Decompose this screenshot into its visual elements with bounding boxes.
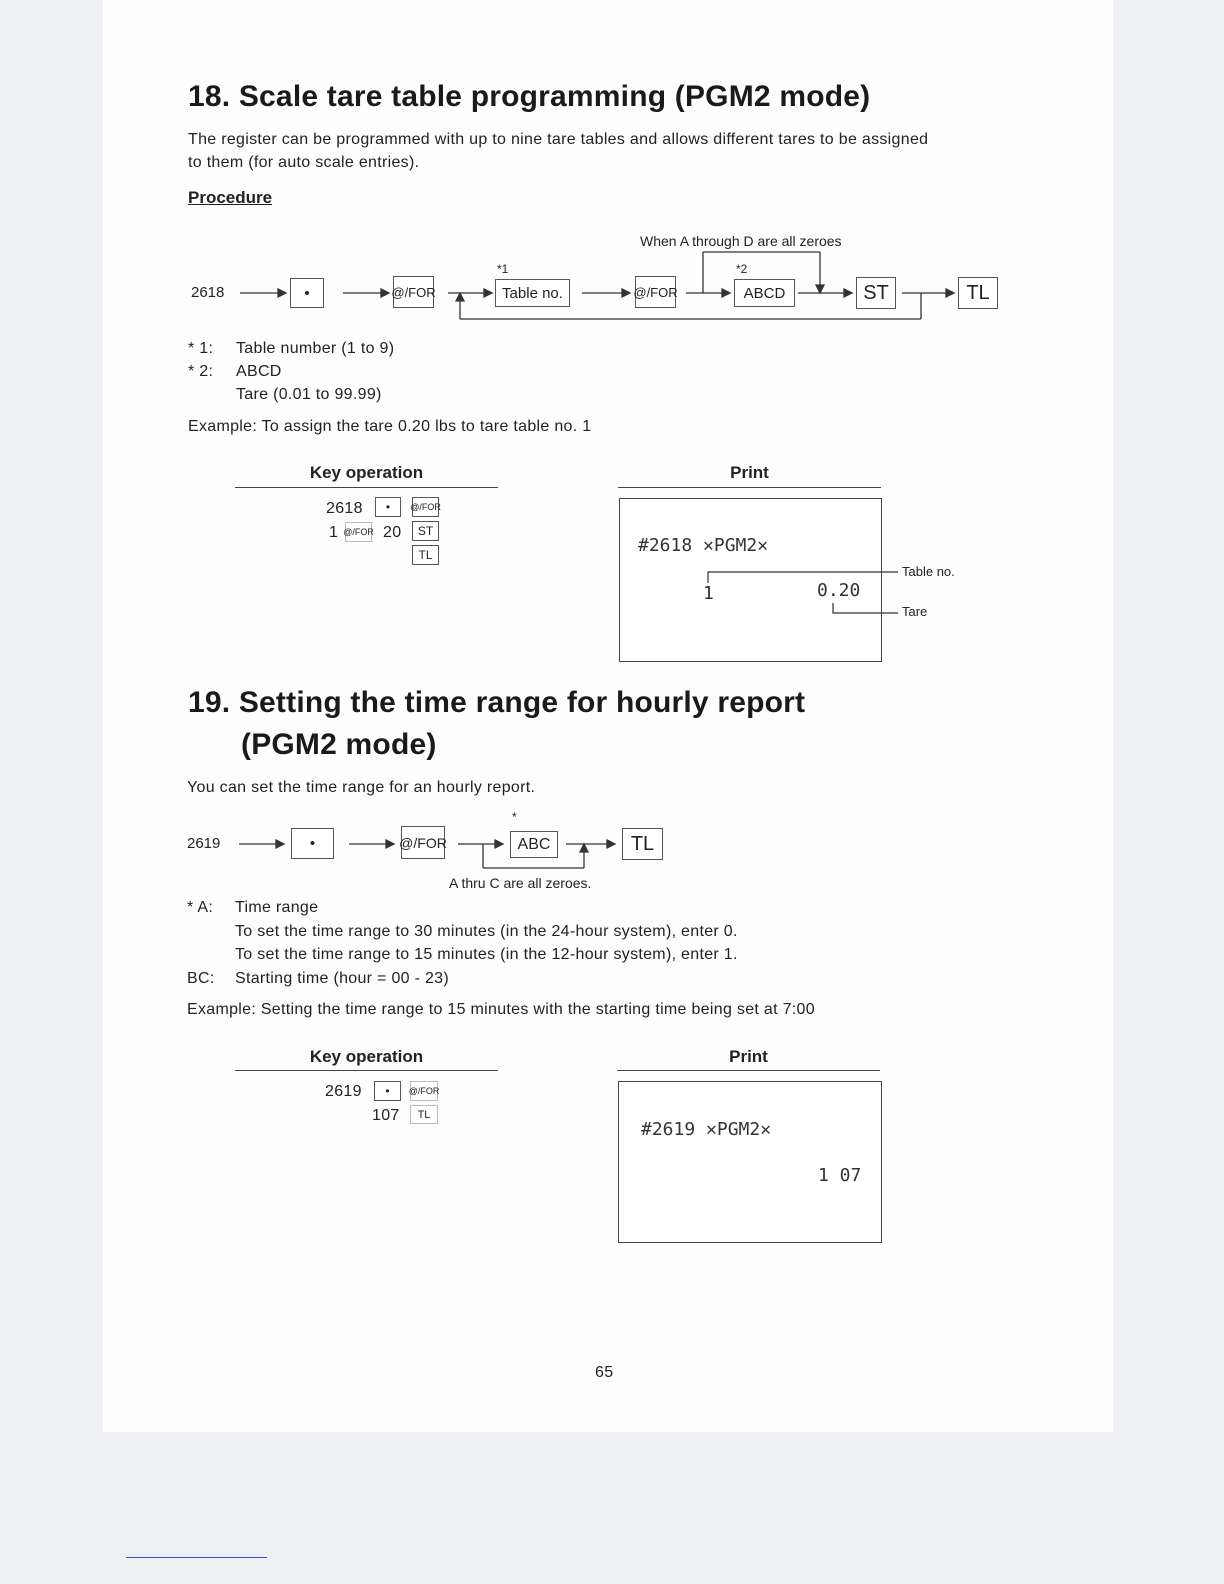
section-19-title-line1: 19. Setting the time range for hourly report: [188, 686, 806, 719]
print18-label-table-no: Table no.: [902, 564, 955, 579]
print-receipt-19: [618, 1081, 882, 1243]
keyop18-line2-val: 20: [383, 524, 402, 541]
link-underline[interactable]: [126, 1557, 267, 1558]
page-number: 65: [595, 1364, 614, 1381]
flow18-abcd-key: ABCD: [734, 279, 795, 307]
keyop18-dot-key: •: [375, 497, 401, 517]
example-18: Example: To assign the tare 0.20 lbs to tare table no. 1: [188, 418, 592, 435]
print-heading-18: Print: [730, 463, 769, 482]
section-19-intro: You can set the time range for an hourly report.: [187, 779, 536, 796]
flow18-dot-key: •: [290, 278, 324, 308]
print18-tare: 0.20: [817, 580, 861, 601]
flow18-code: 2618: [191, 284, 225, 301]
flow19-for-key: @/FOR: [401, 826, 445, 859]
print18-label-tare: Tare: [902, 604, 928, 619]
keyop18-line1-code: 2618: [326, 500, 363, 517]
note2-marker: * 2:: [188, 363, 214, 380]
keyop18-tl-key: TL: [412, 545, 439, 565]
flow18-for-key: @/FOR: [393, 276, 434, 308]
note-bc-marker: BC:: [187, 970, 215, 987]
keyop18-for-key: @/FOR: [412, 497, 439, 517]
keyop19-line2-val: 107: [372, 1107, 400, 1124]
flow18-zero-note: When A through D are all zeroes: [640, 233, 842, 249]
print18-header: #2618 ✕PGM2✕: [638, 535, 769, 556]
print19-value: 1 07: [818, 1165, 862, 1186]
print19-header: #2619 ✕PGM2✕: [641, 1119, 772, 1140]
note-a-sub1: To set the time range to 30 minutes (in the 24-hour system), enter 0.: [235, 923, 738, 940]
key-operation-rule-19: [235, 1070, 498, 1071]
note-bc-text: Starting time (hour = 00 - 23): [235, 970, 449, 987]
section-18-intro-line2: to them (for auto scale entries).: [188, 154, 420, 171]
keyop19-for-key: @/FOR: [410, 1081, 438, 1101]
note1-text: Table number (1 to 9): [236, 340, 395, 357]
note2-text: ABCD: [236, 363, 282, 380]
print-heading-19: Print: [729, 1047, 768, 1066]
flow18-note2-marker: *2: [736, 262, 748, 276]
keyop19-dot-key: •: [374, 1081, 401, 1101]
flow19-dot-key: •: [291, 828, 334, 859]
note-a-text: Time range: [235, 899, 319, 916]
section-18-title: 18. Scale tare table programming (PGM2 mode): [188, 80, 871, 113]
print-rule-19: [617, 1070, 880, 1071]
flow19-zero-note: A thru C are all zeroes.: [449, 875, 592, 891]
procedure-heading: Procedure: [188, 188, 273, 207]
note2-sub: Tare (0.01 to 99.99): [236, 386, 382, 403]
example-19: Example: Setting the time range to 15 minutes with the starting time being set at 7:00: [187, 1001, 815, 1018]
flow19-tl-key: TL: [622, 828, 663, 860]
flow18-note1-marker: *1: [497, 262, 509, 276]
keyop18-for-key-2: @/FOR: [345, 522, 372, 542]
key-operation-heading-18: Key operation: [309, 463, 424, 482]
keyop18-st-key: ST: [412, 521, 439, 541]
flow18-st-key: ST: [856, 277, 896, 309]
key-operation-heading-19: Key operation: [309, 1047, 424, 1066]
flow19-code: 2619: [187, 835, 221, 852]
keyop19-tl-key: TL: [410, 1105, 438, 1124]
flow18-for-key-2: @/FOR: [635, 276, 676, 308]
note-a-sub2: To set the time range to 15 minutes (in the 12-hour system), enter 1.: [235, 946, 738, 963]
flow18-table-no-key: Table no.: [495, 279, 570, 307]
section-18-intro-line1: The register can be programmed with up to nine tare tables and allows different tares to be assigned: [188, 131, 929, 148]
flow19-marker: *: [512, 810, 517, 824]
note1-marker: * 1:: [188, 340, 214, 357]
print18-table-no: 1: [703, 583, 714, 604]
flow18-tl-key: TL: [958, 277, 998, 309]
note-a-marker: * A:: [187, 899, 214, 916]
flow19-abc-key: ABC: [510, 831, 558, 858]
section-19-title-line2: (PGM2 mode): [241, 728, 437, 761]
keyop18-line2-num: 1: [329, 524, 339, 541]
keyop19-line1-code: 2619: [325, 1083, 362, 1100]
